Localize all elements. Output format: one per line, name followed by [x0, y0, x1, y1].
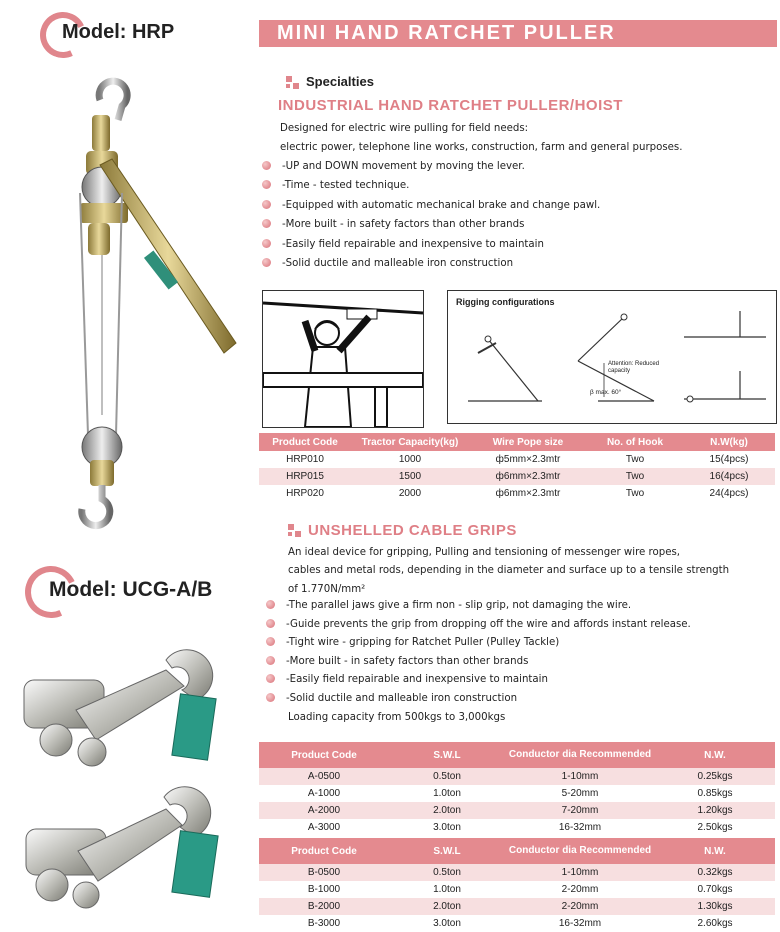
- bullet-dot-icon: [266, 674, 275, 683]
- grip-heading: [288, 522, 517, 539]
- worker-illustration: [262, 290, 424, 428]
- ratchet-puller-image: [60, 75, 240, 535]
- rigging-beta-note: β max. 60°: [590, 389, 622, 396]
- hrp-spec-table: [259, 433, 775, 502]
- hrp-bullet: -More built - in safety factors than other brands: [262, 219, 524, 230]
- bullet-dot-icon: [266, 693, 275, 702]
- grip-bullet: -Solid ductile and malleable iron construction: [266, 693, 517, 704]
- grip-b-col-header: S.W.L: [389, 838, 505, 864]
- bullet-dot-icon: [262, 239, 271, 248]
- model-hrp-label: Model: HRP: [62, 21, 175, 43]
- hrp-intro-1: Designed for electric wire pulling for field needs:: [280, 123, 529, 134]
- bullet-dot-icon: [266, 637, 275, 646]
- grip-bullet: -Easily field repairable and inexpensive to maintain: [266, 674, 548, 685]
- specialties-label: Specialties: [306, 74, 374, 89]
- hrp-col-header: Wire Pope size: [469, 433, 587, 451]
- hrp-bullet: -Time - tested technique.: [262, 180, 409, 191]
- table-row: A-3000 3.0ton 16-32mm 2.50kgs: [307, 822, 733, 833]
- table-row: A-1000 1.0ton 5-20mm 0.85kgs: [307, 788, 733, 799]
- hrp-intro-2: electric power, telephone line works, construction, farm and general purposes.: [280, 142, 683, 153]
- hrp-col-header: Product Code: [259, 433, 351, 451]
- grip-bullet: -Guide prevents the grip from dropping off the wire and affords instant release.: [266, 619, 691, 630]
- bullet-dot-icon: [266, 656, 275, 665]
- hrp-bullet: -Easily field repairable and inexpensive to maintain: [262, 239, 544, 250]
- grip-a-col-header: S.W.L: [389, 742, 505, 768]
- grip-intro-2: cables and metal rods, depending in the diameter and surface up to a tensile strength: [288, 565, 730, 576]
- table-row: HRP015 1500 ф6mm×2.3mtr Two 16(4pcs): [259, 468, 775, 485]
- table-row: A-2000 2.0ton 7-20mm 1.20kgs: [259, 802, 775, 819]
- specialties-heading: [286, 74, 374, 90]
- bullet-dot-icon: [262, 219, 271, 228]
- grip-b-col-header: Conductor dia Recommended: [505, 838, 655, 864]
- rigging-title: Rigging configurations: [456, 297, 555, 307]
- cable-grip-b-image: [16, 785, 226, 925]
- grip-bullet: -The parallel jaws give a firm non - slip grip, not damaging the wire.: [266, 600, 631, 611]
- hrp-bullet: -Solid ductile and malleable iron construction: [262, 258, 513, 269]
- table-row: B-2000 2.0ton 2-20mm 1.30kgs: [259, 898, 775, 915]
- grip-loading: Loading capacity from 500kgs to 3,000kgs: [288, 712, 506, 723]
- hrp-col-header: No. of Hook: [587, 433, 683, 451]
- bullet-dot-icon: [266, 600, 275, 609]
- cable-grip-a-image: [16, 640, 226, 780]
- bullet-dot-icon: [262, 258, 271, 267]
- hrp-heading: INDUSTRIAL HAND RATCHET PULLER/HOIST: [278, 97, 623, 114]
- table-row: B-0500 0.5ton 1-10mm 0.32kgs: [259, 864, 775, 881]
- table-row: B-1000 1.0ton 2-20mm 0.70kgs: [307, 884, 733, 895]
- grip-b-col-header: N.W.: [655, 838, 775, 864]
- grip-bullet: -More built - in safety factors than other brands: [266, 656, 528, 667]
- hrp-col-header: N.W(kg): [683, 433, 775, 451]
- table-row: HRP020 2000 ф6mm×2.3mtr Two 24(4pcs): [286, 488, 749, 499]
- grip-b-col-header: Product Code: [259, 838, 389, 864]
- grip-heading-label: UNSHELLED CABLE GRIPS: [308, 522, 517, 539]
- bullet-dot-icon: [262, 180, 271, 189]
- squares-icon: [288, 524, 302, 538]
- table-row: A-0500 0.5ton 1-10mm 0.25kgs: [259, 768, 775, 785]
- hrp-bullet: -UP and DOWN movement by moving the lever.: [262, 161, 525, 172]
- grip-a-col-header: N.W.: [655, 742, 775, 768]
- rigging-attention-note: Attention: Reduced capacity: [608, 361, 660, 374]
- grip-intro-3: of 1.770N/mm²: [288, 584, 366, 595]
- rigging-diagram: [447, 290, 777, 424]
- grip-a-col-header: Conductor dia Recommended: [505, 742, 655, 768]
- hrp-bullet: -Equipped with automatic mechanical brake and change pawl.: [262, 200, 600, 211]
- bullet-dot-icon: [266, 619, 275, 628]
- bullet-dot-icon: [262, 200, 271, 209]
- grip-a-col-header: Product Code: [259, 742, 389, 768]
- grip-b-table: [259, 838, 775, 932]
- model-ucg-label: Model: UCG-A/B: [49, 578, 213, 601]
- table-row: HRP010 1000 ф5mm×2.3mtr Two 15(4pcs): [286, 454, 749, 465]
- grip-bullet: -Tight wire - gripping for Ratchet Puller (Pulley Tackle): [266, 637, 559, 648]
- squares-icon: [286, 76, 300, 90]
- table-row: B-3000 3.0ton 16-32mm 2.60kgs: [307, 918, 733, 929]
- grip-intro-1: An ideal device for gripping, Pulling and tensioning of messenger wire ropes,: [288, 547, 681, 558]
- bullet-dot-icon: [262, 161, 271, 170]
- grip-a-table: [259, 742, 775, 836]
- title-banner: MINI HAND RATCHET PULLER: [259, 20, 777, 47]
- hrp-col-header: Tractor Capacity(kg): [351, 433, 469, 451]
